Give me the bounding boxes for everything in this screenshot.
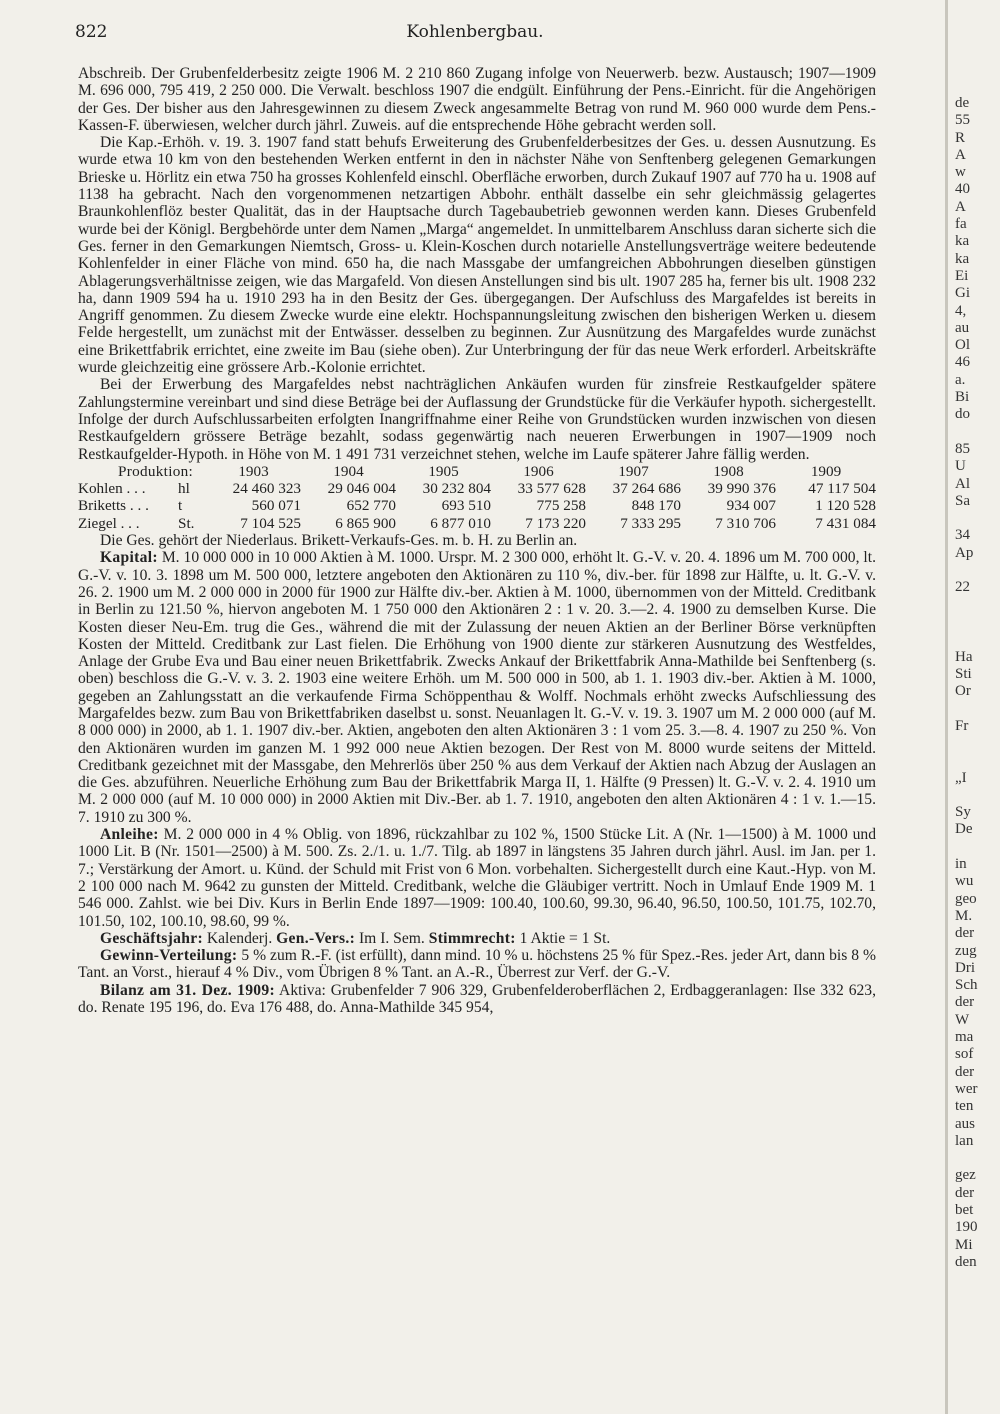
table-cell: 39 990 376	[707, 480, 776, 498]
row-name: Briketts . . .	[78, 497, 149, 515]
table-cell: 6 865 900	[335, 514, 396, 532]
adjacent-line	[955, 631, 1000, 648]
adjacent-line: ma	[955, 1029, 974, 1046]
adjacent-line: bet	[955, 1202, 974, 1218]
adjacent-line	[955, 752, 1000, 769]
adjacent-line: der	[955, 994, 975, 1011]
adjacent-page-fragment	[955, 95, 1000, 1395]
paragraph-2: Die Kap.-Erhöh. v. 19. 3. 1907 fand statt behufs Erweiterung des Grubenfelderbesitzes der Ges. u. dessen Ausnutzung. Es wurde etwa 10 km von den bestehenden Werken entfernt in den in nächster Nähe von Senftenberg gelegenen Gemarkungen Brieske u. Hörlitz ein etwa 750 ha grosses Kohlenfeld einschl. Oberfläche erworben, durch Zukauf 1907 auf 770 ha u. 1908 auf 1138 ha gebracht. Nach den vorgenommenen netzartigen Abbohr. enthält dasselbe ein sehr gleichmässig gelagertes Braunkohlenflöz bester Qualität, das in der Hauptsache durch Tagebaubetrieb gewonnen werden kann. Dieses Grubenfeld wurde bei der Königl. Bergbehörde unter dem Namen „Marga“ angemeldet. In unmittelbarem Anschluss daran sicherte sich die Ges. ferner in den Gemarkungen Niemtsch, Gross- u. Klein-Koschen durch notarielle Anstellungsverträge weitere bedeutende Kohlenfelder in einer Fläche von mind. 650 ha, die nach Massgabe der umfangreichen Abbohrungen dieselben günstigen Ablagerungsverhältnisse zeigen, wie das Margafeld. Von diesen Anstellungen sind bis ult. 1907 285 ha, ferner bis ult. 1908 232 ha, dann 1909 594 ha u. 1910 293 ha in den Besitz der Ges. übergegangen. Der Aufschluss des Margafeldes ist bereits in Angriff genommen. Zu diesem Zwecke wurde eine elektr. Hochspannungsleitung zwischen den bisherigen Werken u. diesem Felde hergestellt, um zunächst mit der Entwässer. desselben zu beginnen. Zur Ausnützung des Margafeldes wurde zunächst eine Brikettfabrik errichtet, eine zweite im Bau (siehe oben). Zur Unterbringung der für das neue Werk erforderl. Arbeitskräfte wurde gleichzeitig eine grössere Arb.-Kolonie errichtet.	[78, 134, 876, 377]
bilanz-label: Bilanz am 31. Dez. 1909:	[100, 981, 275, 999]
adjacent-line	[955, 562, 1000, 579]
adjacent-line: De	[955, 821, 973, 838]
production-row-ziegel	[78, 515, 876, 532]
adjacent-line: de	[955, 95, 970, 111]
adjacent-line: Fr	[955, 717, 969, 734]
year-1903: 1903	[238, 462, 269, 480]
table-cell: 693 510	[441, 497, 491, 515]
year-1909: 1909	[810, 462, 842, 480]
adjacent-line: der	[955, 1184, 975, 1201]
row-unit: t	[178, 497, 183, 515]
table-cell: 6 877 010	[430, 514, 491, 532]
kapital-text: M. 10 000 000 in 10 000 Aktien à M. 1000. Urspr. M. 2 300 000, erhöht lt. G.-V. v. 20. 4. 1896 um M. 700 000, lt. G.-V. v. 10. 3. 1898 um M. 500 000, letztere angeboten den Aktionären zu 110 %, div.-ber. für 1898 zur Hälfte, u. lt. G.-V. v. 26. 2. 1900 um M. 2 000 000 in 2000 für 1900 zur Hälfte div.-ber. Aktien à M. 1000, übernommen von der Mitteld. Creditbank in Berlin zu 121.50 %, hiervon angeboten M. 1 750 000 den Aktionären 2 : 1 v. 20. 3.—2. 4. 1900 zu demselben Kurse. Die Kosten dieser Neu-Em. trug die Ges., während die mit der Zulassung der neuen Aktien an der Berliner Börse verknüpften Kosten der Mitteld. Creditbank zur Last fielen. Die Erhöhung von 1900 diente zur stärkeren Ausnutzung des Westfeldes, Anlage der Grube Eva und Bau einer neuen Brikettfabrik. Zwecks Ankauf der Brikettfabrik Anna-Mathilde bei Senftenberg (s. oben) beschloss die G.-V. v. 3. 2. 1903 eine weitere Erhöh. um M. 500 000 in 500, ab 1. 1. 1903 div.-ber. Aktien à M. 1000, gegeben an Zahlungsstatt an die verkaufende Firma Schöppenthau & Wolff. Nochmals erhöht zwecks Aufschliessung des Margafeldes bezw. zum Bau von Brikettfabriken daselbst u. sonst. Neuanlagen lt. G.-V. v. 19. 3. 1907 um M. 2 000 000 (auf M. 8 000 000) in 2000, ab 1. 1. 1907 div.-ber. Aktien, angeboten den alten Aktionären 3 : 1 vom 25. 3.—8. 4. 1907 zu 250 %. Von den Aktionären wurden im ganzen M. 1 992 000 neue Aktien bezogen. Der Rest von M. 8000 wurde seitens der Mitteld. Creditbank gezeichnet mit der Massgabe, den Mehrerlös über 250 % aus dem Verkauf der Aktien nach Abzug der Auslagen an die Ges. abzuführen. Neuerliche Erhöhung zum Bau der Brikettfabrik Marga II, 1. Hälfte (9 Pressen) lt. G.-V. v. 2. 4. 1910 um M. 2 000 000 (auf M. 10 000 000) in 2000 Aktien mit Div.-Ber. ab 1. 7. 1910, angeboten den alten Aktionären 4 : 1 v. 1.—15. 7. 1910 zu 300 %.	[78, 549, 876, 826]
geschaeftsjahr-label: Geschäftsjahr:	[100, 929, 203, 947]
production-table	[78, 463, 876, 532]
adjacent-line: Ap	[955, 544, 974, 561]
stimmrecht-label: Stimmrecht:	[428, 929, 516, 947]
adjacent-line: Sch	[955, 977, 978, 994]
table-cell: 7 173 220	[525, 514, 586, 532]
adjacent-line: w	[955, 164, 966, 181]
table-cell: 1 120 528	[815, 497, 876, 515]
page-fold-divider	[945, 0, 948, 1414]
year-1905: 1905	[428, 462, 459, 480]
adjacent-line: 22	[955, 579, 970, 596]
row-unit: St.	[178, 514, 195, 532]
gewinn-section	[78, 947, 876, 982]
table-cell: 37 264 686	[612, 480, 681, 498]
adjacent-line: Al	[955, 475, 970, 492]
table-cell: 652 770	[346, 497, 396, 515]
table-cell: 47 117 504	[808, 480, 876, 498]
table-cell: 7 310 706	[715, 514, 776, 532]
adjacent-line: Ol	[955, 337, 970, 354]
adjacent-line: geo	[955, 890, 977, 907]
adjacent-line	[955, 614, 1000, 631]
adjacent-line: zug	[955, 942, 977, 959]
adjacent-line: Ha	[955, 648, 973, 665]
adjacent-line: A	[955, 146, 966, 163]
table-cell: 934 007	[726, 497, 776, 515]
adjacent-line: Sy	[955, 804, 971, 821]
adjacent-line: 46	[955, 354, 970, 371]
year-1906: 1906	[523, 462, 554, 480]
anleihe-text: M. 2 000 000 in 4 % Oblig. von 1896, rückzahlbar zu 102 %, 1500 Stücke Lit. A (Nr. 1—1500) à M. 1000 und 1000 Lit. B (Nr. 1501—2500) à M. 500. Zs. 2./1. u. 1./7. Tilg. ab 1897 in längstens 35 Jahren durch jährl. Ausl. im Jan. per 1. 7.; Verstärkung der Amort. u. Künd. der Schuld mit Frist von 6 Mon. vorbehalten. Sichergestellt durch eine Kaut.-Hyp. von M. 2 100 000 nach M. 9642 zu gunsten der Mitteld. Creditbank, welche die Gläubiger vertritt. Noch in Umlauf Ende 1909 M. 1 546 000. Zahlst. wie bei Div. Kurs in Berlin Ende 1897—1909: 100.40, 100.60, 99.30, 96.40, 96.50, 100.50, 101.75, 102.70, 101.50, 102, 100.10, 98.60, 99 %.	[78, 826, 876, 930]
adjacent-line: Dri	[955, 959, 975, 976]
year-1904: 1904	[333, 462, 364, 480]
stimmrecht-text: 1 Aktie = 1 St.	[515, 929, 611, 947]
adjacent-line: R	[955, 129, 966, 146]
adjacent-line: wer	[955, 1080, 978, 1097]
row-name: Ziegel . . .	[78, 514, 140, 532]
adjacent-line	[955, 787, 1000, 804]
adjacent-line: ka	[955, 250, 970, 267]
adjacent-line: aus	[955, 1115, 975, 1132]
adjacent-line: Sti	[955, 665, 972, 682]
paragraph-1: Abschreib. Der Grubenfelderbesitz zeigte 1906 M. 2 210 860 Zugang infolge von Neuerwerb. bezw. Austausch; 1907—1909 M. 696 000, 795 419, 2 250 000. Die Verwalt. beschloss 1907 die endgült. Einführung der Pens.-Einricht. für die Angehörigen der Ges. Der bisher aus den Jahresgewinnen zu diesem Zweck angesammelte Betrag von rund M. 960 000 wurde dem Pens.-Kassen-F. überwiesen, welcher durch jährl. Zuweis. auf die entsprechende Höhe gebracht werden soll.	[78, 65, 876, 134]
table-cell: 848 170	[631, 497, 681, 515]
adjacent-line: sof	[955, 1046, 974, 1063]
kapital-section	[78, 549, 876, 826]
adjacent-line: W	[955, 1011, 970, 1028]
production-header-row	[78, 463, 876, 480]
adjacent-line: fa	[955, 216, 967, 233]
adjacent-line: „I	[955, 769, 967, 786]
table-cell: 24 460 323	[232, 480, 301, 498]
table-cell: 7 333 295	[620, 514, 681, 532]
adjacent-line: Ei	[955, 267, 969, 284]
page-number: 822	[75, 22, 108, 42]
adjacent-line	[955, 424, 1000, 441]
adjacent-line: 190	[955, 1219, 978, 1236]
adjacent-line	[955, 597, 1000, 614]
adjacent-line: der	[955, 925, 975, 942]
geschaeftsjahr-text: Kalenderj.	[202, 929, 277, 947]
table-cell: 33 577 628	[517, 480, 586, 498]
adjacent-line: 85	[955, 440, 970, 457]
gewinn-text: 5 % zum R.-F. (ist erfüllt), dann mind. 10 % u. höchstens 25 % für Spez.-Res. jeder Art, dann bis 8 % Tant. an Vorst., hierauf 4 % Div., vom Übrigen 8 % Tant. an A.-R., Überrest zur Verf. der G.-V.	[78, 947, 876, 982]
adjacent-line: 34	[955, 527, 970, 544]
adjacent-line: Bi	[955, 389, 970, 406]
production-note: Die Ges. gehört der Niederlaus. Brikett-Verkaufs-Ges. m. b. H. zu Berlin an.	[100, 532, 578, 550]
adjacent-line: ten	[955, 1098, 974, 1115]
adjacent-line: A	[955, 198, 966, 215]
adjacent-line: wu	[955, 873, 974, 890]
adjacent-line: ka	[955, 233, 970, 250]
adjacent-line: den	[955, 1253, 977, 1270]
adjacent-line	[955, 839, 1000, 856]
adjacent-line: a.	[955, 371, 966, 388]
genvers-text: Im I. Sem.	[355, 929, 429, 947]
adjacent-line: 55	[955, 112, 970, 129]
bilanz-text: Aktiva: Grubenfelder 7 906 329, Grubenfelderoberflächen 2, Erdbaggeranlagen: Ilse 332 623, do. Renate 195 196, do. Eva 176 488, do. Anna-Mathilde 345 954,	[78, 981, 876, 1017]
gewinn-label: Gewinn-Verteilung:	[100, 947, 238, 965]
year-1907: 1907	[618, 462, 649, 480]
paragraph-3: Bei der Erwerbung des Margafeldes nebst nachträglichen Ankäufen wurden für zinsfreie Restkaufgelder spätere Zahlungstermine vereinbart und sind diese Beträge bei der Auflassung der Grundstücke für die Verkäufer hypoth. sichergestellt. Infolge der durch Aufschlussarbeiten erfolgten Inangriffnahme einer Reihe von Grundstücken wurden inzwischen von diesen Restkaufgeldern grössere Beträge bezahlt, sodass gegenwärtig nach neueren Erwerbungen in 1907—1909 noch Restkaufgelder-Hypoth. in Höhe von M. 1 491 731 verzeichnet stehen, welche im Laufe späterer Jahre fällig werden.	[78, 376, 876, 463]
adjacent-line	[955, 700, 1000, 717]
table-cell: 7 104 525	[240, 514, 301, 532]
bilanz-section	[78, 982, 876, 1017]
table-cell: 30 232 804	[422, 480, 491, 498]
anleihe-label: Anleihe:	[100, 826, 159, 844]
year-1908: 1908	[713, 462, 744, 480]
row-name: Kohlen . . .	[78, 480, 146, 498]
adjacent-line	[955, 735, 1000, 752]
adjacent-line: U	[955, 458, 966, 475]
table-cell: 7 431 084	[815, 514, 876, 532]
adjacent-line: in	[955, 856, 967, 873]
adjacent-line: Mi	[955, 1236, 973, 1253]
kapital-label: Kapital:	[100, 549, 158, 567]
adjacent-line	[955, 510, 1000, 527]
adjacent-line: gez	[955, 1167, 976, 1184]
adjacent-line: lan	[955, 1132, 974, 1149]
production-row-kohlen	[78, 480, 876, 497]
adjacent-line: 4,	[955, 302, 967, 319]
adjacent-line: Or	[955, 683, 971, 700]
adjacent-line	[955, 1150, 1000, 1167]
anleihe-section	[78, 826, 876, 930]
page-header	[75, 22, 875, 46]
genvers-label: Gen.-Vers.:	[276, 929, 356, 947]
adjacent-line: M.	[955, 907, 973, 924]
production-row-briketts	[78, 497, 876, 514]
production-label: Produktion:	[118, 462, 194, 480]
adjacent-line: der	[955, 1063, 975, 1080]
adjacent-line: au	[955, 319, 970, 336]
adjacent-line: 40	[955, 181, 970, 198]
geschaeft-section	[78, 930, 876, 947]
document-body	[78, 65, 876, 1016]
table-cell: 29 046 004	[327, 480, 396, 498]
table-cell: 560 071	[251, 497, 301, 515]
row-unit: hl	[178, 480, 190, 498]
adjacent-line: Sa	[955, 492, 970, 509]
adjacent-line: do	[955, 406, 970, 423]
table-cell: 775 258	[536, 497, 586, 515]
adjacent-line: Gi	[955, 285, 970, 302]
page-title: Kohlenbergbau.	[406, 22, 544, 42]
